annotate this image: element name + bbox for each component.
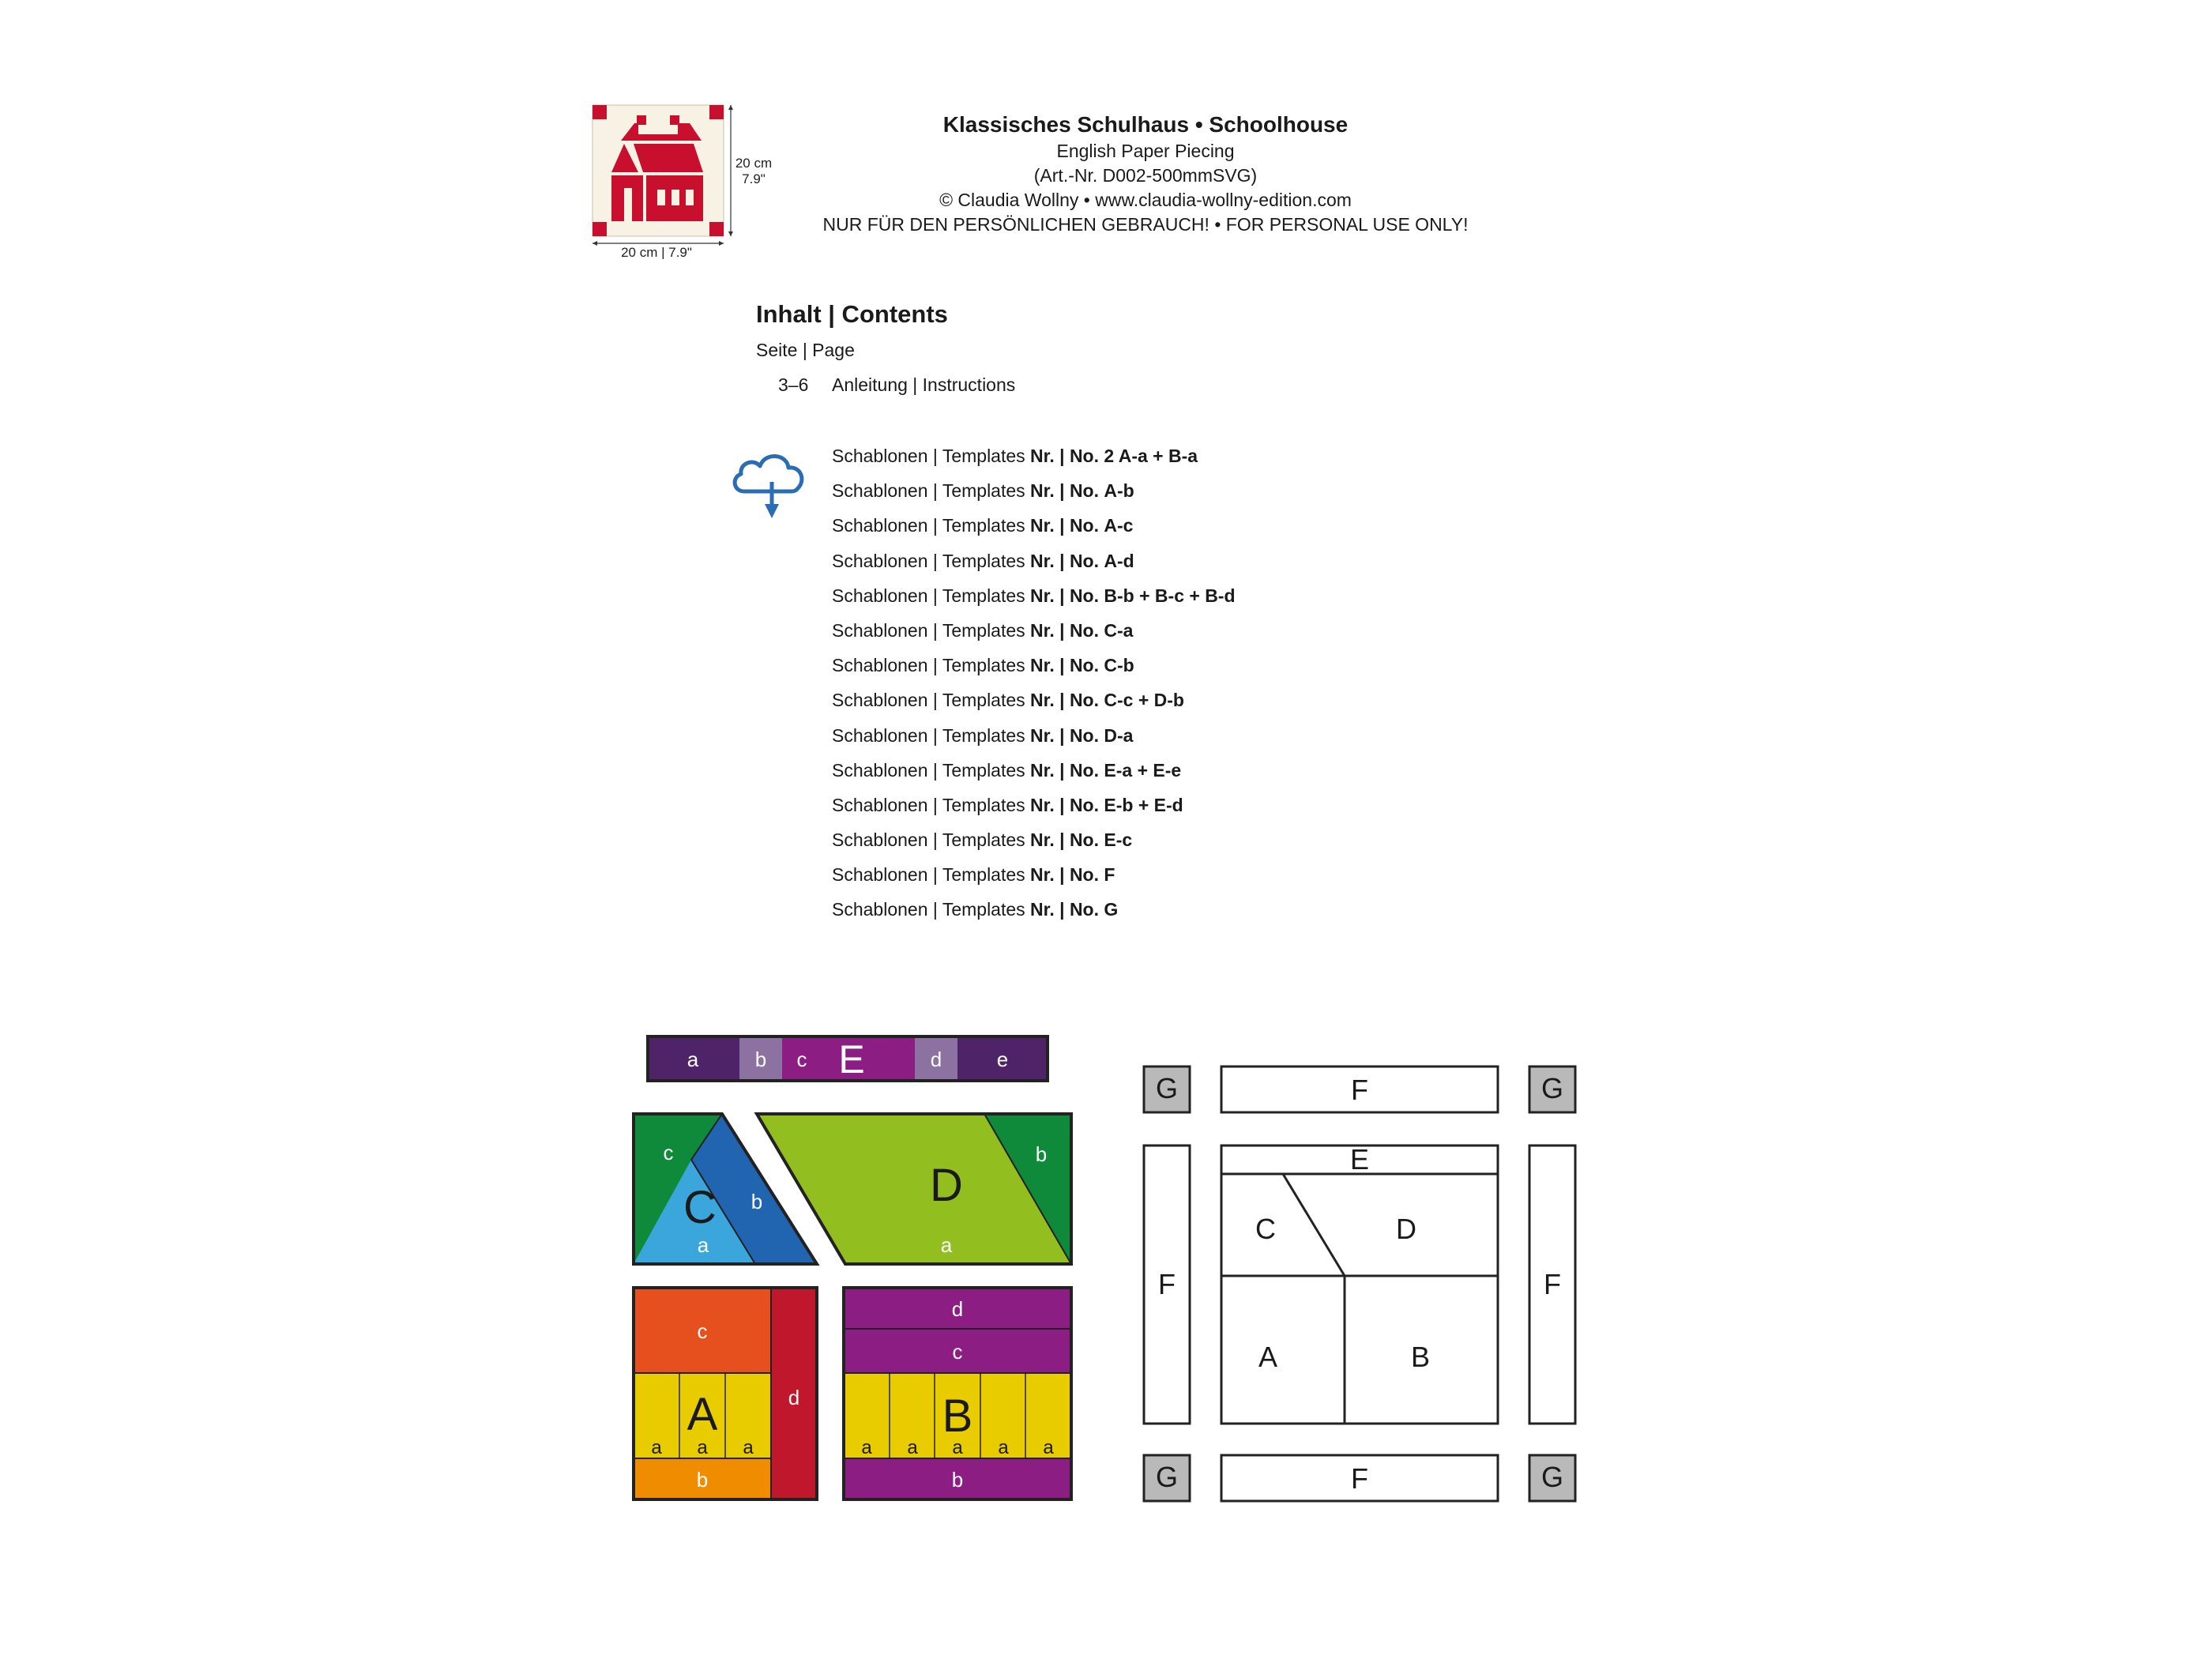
usage-notice: NUR FÜR DEN PERSÖNLICHEN GEBRAUCH! • FOR PERSONAL USE ONLY! (822, 214, 1469, 235)
d-big-label: D (930, 1160, 963, 1211)
a-label-a2: a (697, 1437, 708, 1458)
template-prefix: Schablonen | Templates (832, 655, 1025, 676)
template-list-item[interactable] (832, 585, 1236, 619)
outline-g-top-left: G (1155, 1072, 1179, 1104)
template-list-item[interactable] (832, 480, 1236, 514)
template-nr-label: Nr. | No. (1030, 515, 1099, 536)
piece-group-e (648, 1036, 1048, 1082)
outline-e: E (1349, 1143, 1370, 1176)
outline-f-right: F (1544, 1268, 1561, 1300)
outline-g-top-right: G (1540, 1072, 1564, 1104)
outline-g-bottom-left: G (1155, 1461, 1179, 1493)
outline-a: A (1258, 1341, 1278, 1373)
template-id: F (1104, 864, 1115, 886)
outline-d: D (1396, 1213, 1416, 1245)
document-subtitle: English Paper Piecing (1056, 141, 1235, 161)
b-label-a1: a (861, 1437, 872, 1458)
schoolhouse-block-thumbnail (583, 101, 788, 259)
outline-layout-diagram (1138, 1059, 1596, 1517)
template-nr-label: Nr. | No. (1030, 480, 1099, 502)
template-prefix: Schablonen | Templates (832, 794, 1025, 815)
template-nr-label: Nr. | No. (1030, 446, 1099, 466)
template-id: A-c (1104, 515, 1134, 536)
template-list-item[interactable] (832, 863, 1236, 898)
template-id: G (1104, 899, 1119, 920)
template-nr-label: Nr. | No. (1030, 759, 1099, 781)
a-label-d: d (788, 1386, 800, 1409)
template-prefix: Schablonen | Templates (832, 619, 1025, 641)
template-list-item[interactable] (832, 724, 1236, 759)
article-number: (Art.-Nr. D002-500mmSVG) (1033, 165, 1258, 186)
colored-piece-diagram (624, 1027, 1082, 1525)
a-label-a3: a (743, 1437, 754, 1458)
template-prefix: Schablonen | Templates (832, 899, 1025, 920)
template-id: C-b (1104, 655, 1134, 676)
c-label-b: b (750, 1190, 763, 1213)
template-id: E-c (1104, 830, 1133, 851)
template-prefix: Schablonen | Templates (832, 830, 1025, 851)
template-id: 2 A-a + B-a (1104, 446, 1198, 466)
template-nr-label: Nr. | No. (1030, 585, 1099, 606)
piece-group-a (634, 1288, 817, 1499)
cloud-download-icon[interactable] (727, 442, 814, 521)
outline-f-top: F (1351, 1074, 1368, 1106)
template-prefix: Schablonen | Templates (832, 515, 1025, 536)
template-list-item[interactable] (832, 759, 1236, 794)
b-big-label: B (942, 1390, 973, 1442)
c-label-c: c (663, 1141, 674, 1164)
thumb-height-cm: 20 cm (735, 156, 773, 171)
template-prefix: Schablonen | Templates (832, 550, 1025, 571)
a-label-b: b (696, 1468, 709, 1492)
outline-f-left: F (1158, 1268, 1176, 1300)
contents-heading: Inhalt | Contents (756, 300, 948, 328)
a-label-a1: a (651, 1437, 662, 1458)
template-list-item[interactable] (832, 619, 1236, 654)
d-label-b: b (1035, 1142, 1048, 1166)
template-id: A-d (1104, 550, 1134, 571)
template-prefix: Schablonen | Templates (832, 480, 1025, 502)
template-list-item[interactable] (832, 514, 1236, 549)
template-nr-label: Nr. | No. (1030, 864, 1099, 886)
template-nr-label: Nr. | No. (1030, 655, 1099, 676)
template-nr-label: Nr. | No. (1030, 550, 1099, 571)
template-id: E-b + E-d (1104, 794, 1183, 815)
piece-group-b (844, 1288, 1071, 1499)
c-big-label: C (683, 1182, 717, 1233)
copyright-line: © Claudia Wollny • www.claudia-wollny-edition.com (939, 190, 1352, 210)
template-nr-label: Nr. | No. (1030, 724, 1099, 746)
template-list-item[interactable] (832, 550, 1236, 585)
document-title: Klassisches Schulhaus • Schoolhouse (942, 112, 1349, 137)
template-id: E-a + E-e (1104, 759, 1182, 781)
a-label-c: c (697, 1319, 708, 1343)
template-nr-label: Nr. | No. (1030, 690, 1099, 711)
template-list-item[interactable] (832, 689, 1236, 724)
template-prefix: Schablonen | Templates (832, 724, 1025, 746)
e-label-a: a (687, 1048, 699, 1071)
b-label-c: c (952, 1340, 963, 1364)
template-id: D-a (1104, 724, 1134, 746)
b-label-a3: a (952, 1437, 963, 1458)
e-label-b: b (754, 1048, 767, 1071)
instructions-link[interactable]: Anleitung | Instructions (832, 374, 1016, 395)
page-column-label: Seite | Page (756, 340, 855, 360)
b-label-a5: a (1043, 1437, 1054, 1458)
template-list-item[interactable] (832, 445, 1236, 480)
template-list-item[interactable] (832, 794, 1236, 829)
outline-b: B (1410, 1341, 1431, 1373)
b-label-a2: a (907, 1437, 918, 1458)
template-prefix: Schablonen | Templates (832, 446, 1025, 466)
a-big-label: A (687, 1389, 718, 1440)
header (711, 111, 1580, 237)
outline-f-bottom: F (1351, 1462, 1368, 1495)
e-label-d: d (930, 1048, 942, 1071)
template-list-item[interactable] (832, 654, 1236, 689)
e-big-label: E (838, 1037, 865, 1082)
b-label-b: b (951, 1468, 964, 1492)
template-prefix: Schablonen | Templates (832, 585, 1025, 606)
instructions-page-number: 3–6 (778, 374, 809, 395)
b-label-d: d (951, 1297, 964, 1321)
thumb-width-label: 20 cm | 7.9" (621, 245, 692, 259)
template-nr-label: Nr. | No. (1030, 619, 1099, 641)
template-id: B-b + B-c + B-d (1104, 585, 1236, 606)
template-id: A-b (1104, 480, 1134, 502)
e-label-e: e (996, 1048, 1009, 1071)
template-list (832, 445, 1236, 934)
template-prefix: Schablonen | Templates (832, 690, 1025, 711)
template-id: C-c + D-b (1104, 690, 1184, 711)
template-list-item[interactable] (832, 898, 1236, 933)
template-prefix: Schablonen | Templates (832, 759, 1025, 781)
template-prefix: Schablonen | Templates (832, 864, 1025, 886)
e-label-c: c (796, 1048, 807, 1071)
thumb-height-in: 7.9" (742, 171, 766, 186)
c-label-a: a (697, 1233, 709, 1257)
template-nr-label: Nr. | No. (1030, 899, 1099, 920)
template-id: C-a (1104, 619, 1134, 641)
outline-c: C (1255, 1213, 1276, 1245)
outline-g-bottom-right: G (1540, 1461, 1564, 1493)
template-nr-label: Nr. | No. (1030, 830, 1099, 851)
b-label-a4: a (998, 1437, 1009, 1458)
template-list-item[interactable] (832, 829, 1236, 863)
template-nr-label: Nr. | No. (1030, 794, 1099, 815)
d-label-a: a (940, 1233, 953, 1257)
